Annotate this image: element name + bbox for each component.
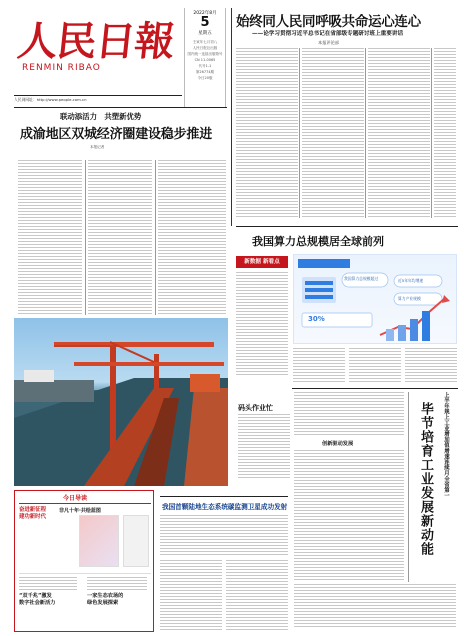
guide-item-3-line-a: “双千兆”激发 <box>19 593 52 599</box>
guide-item-1-line-b: 建功新时代 <box>19 514 46 520</box>
date-line: 壬寅年七月初八 <box>192 40 218 44</box>
ship-bridge <box>24 370 54 382</box>
compute-infographic <box>293 254 457 344</box>
story4-title: 我国首颗陆地生态系统碳监测卫星成功发射 <box>162 503 288 511</box>
photo-caption: 码头作业忙 <box>238 403 273 412</box>
guide-item-3-line-b: 数字社会新活力 <box>19 600 56 606</box>
guide-item-2-label: 非凡十年·共绘蓝图 <box>59 508 101 514</box>
vertical-line2: 毕节培育工业发展新动能 <box>418 402 433 556</box>
date-line: 第26774期 <box>195 70 215 74</box>
infographic-svg <box>294 255 458 345</box>
compute-badge-text: 新数据 新看点 <box>244 259 280 265</box>
date-month: 2022年8月 <box>193 11 217 16</box>
guide-item-1-line-a: 奋进新征程 <box>19 507 46 513</box>
infographic-tag <box>298 259 350 268</box>
lead-subtitle: ——论学习贯彻习近平总书记在省部级专题研讨班上重要讲话 <box>252 31 404 37</box>
guide-item-1[interactable] <box>19 507 55 571</box>
guide-title: 今日导读 <box>63 495 88 502</box>
crane-boom <box>74 362 224 366</box>
date-line: 今日20版 <box>197 76 213 80</box>
guide-item-4[interactable] <box>87 577 151 629</box>
lead-title: 始终同人民同呼吸共命运心连心 <box>236 14 421 30</box>
subhead: 创新驱动发展 <box>322 441 354 447</box>
guide-thumbnail <box>79 515 119 567</box>
masthead-title: 人民日報 <box>15 18 177 65</box>
story1-kicker: 联动添活力 共塑新优势 <box>60 112 142 121</box>
guide-item-2[interactable] <box>59 507 151 571</box>
guide-item-3[interactable] <box>19 577 81 629</box>
masthead <box>10 6 180 94</box>
date-line: 国内统一连续出版物号 <box>187 52 223 56</box>
guide-item-4-line-b: 绿色发展探索 <box>87 600 119 606</box>
compute-badge <box>236 256 288 268</box>
vertical-line1: 上半年规上工业增加值增速连续月全省第一 <box>443 392 449 499</box>
stat-label: 我国算力总规模超过 <box>344 276 379 281</box>
masthead-website: 人民网网址：http://www.people.com.cn <box>14 97 87 102</box>
date-weekday: 星期五 <box>198 31 212 36</box>
guide-thumbnail <box>123 515 149 567</box>
compute-title: 我国算力总规模居全球前列 <box>252 235 384 248</box>
date-block <box>184 8 226 108</box>
port-photo <box>14 318 228 486</box>
date-line: 代号1-1 <box>198 64 212 68</box>
ship-hull <box>14 380 94 402</box>
masthead-pinyin: RENMIN RIBAO <box>22 63 101 73</box>
stat-value: 30% <box>308 315 325 323</box>
guide-item-4-line-a: 一家生态农场的 <box>87 593 124 599</box>
date-line: 人民日报社出版 <box>192 46 218 50</box>
stat-label: 算力产业规模 <box>398 296 421 301</box>
date-line: CN 11-0065 <box>194 58 216 62</box>
story1-title: 成渝地区双城经济圈建设稳步推进 <box>20 127 213 142</box>
date-day: 5 <box>200 15 210 30</box>
lead-byline: 本报评论部 <box>318 40 339 45</box>
stat-label: 近5年年均增速 <box>398 278 424 283</box>
port-photo-svg <box>14 318 228 486</box>
guide-box <box>14 490 154 632</box>
